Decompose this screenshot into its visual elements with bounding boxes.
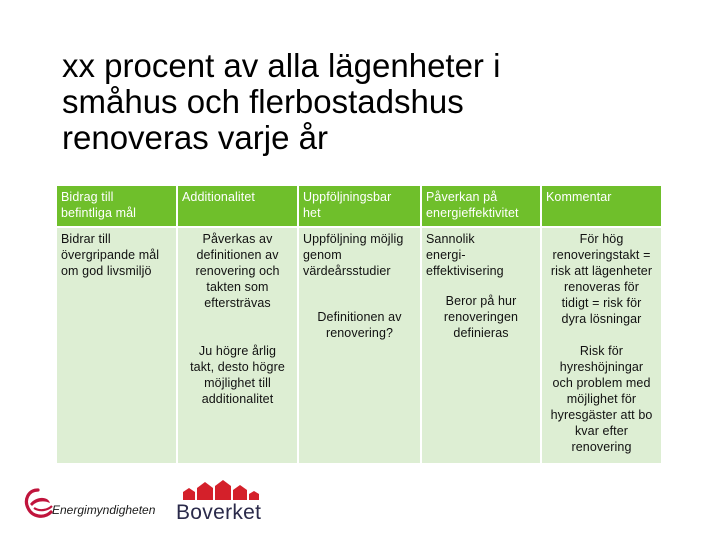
cell-text: övergripande mål xyxy=(61,248,160,262)
title-line: xx procent av alla lägenheter i xyxy=(62,47,501,84)
cell-additionalitet xyxy=(177,227,298,464)
header-row xyxy=(56,185,662,227)
cell-text: Påverkas av xyxy=(202,232,273,246)
cell-text: kvar efter xyxy=(574,424,629,438)
cell-text: takten som xyxy=(206,280,269,294)
cell-text: effektivisering xyxy=(426,264,504,278)
table-row xyxy=(56,227,662,464)
header-text: Additionalitet xyxy=(182,190,255,204)
cell-text: möjlighet för xyxy=(566,392,637,406)
cell-text: renovering och xyxy=(195,264,280,278)
header-text: Bidrag till xyxy=(61,190,114,204)
header-kommentar xyxy=(541,185,662,227)
cell-text: om god livsmiljö xyxy=(61,264,152,278)
cell-text: risk att lägenheter xyxy=(550,264,653,278)
cell-text: värdeårsstudier xyxy=(303,264,391,278)
cell-text: Uppföljning möjlig xyxy=(303,232,404,246)
page-title xyxy=(62,48,662,156)
cell-text: energi- xyxy=(426,248,466,262)
header-text: Uppföljningsbar xyxy=(303,190,392,204)
cell-text: För hög xyxy=(579,232,624,246)
cell-text: renovering xyxy=(571,440,632,454)
cell-text: hyreshöjningar xyxy=(559,360,644,374)
header-text: Påverkan på xyxy=(426,190,498,204)
cell-text: Ju högre årlig xyxy=(198,344,277,358)
cell-text: Sannolik xyxy=(426,232,475,246)
title-line: renoveras varje år xyxy=(62,119,328,156)
cell-paverkan xyxy=(421,227,541,464)
cell-text: definieras xyxy=(453,326,509,340)
cell-text: renoveras för xyxy=(564,280,639,294)
criteria-table xyxy=(55,184,663,465)
cell-text: möjlighet till xyxy=(204,376,271,390)
header-paverkan xyxy=(421,185,541,227)
cell-text: tidigt = risk för xyxy=(561,296,642,310)
header-text: het xyxy=(303,206,321,220)
cell-text: renoveringen xyxy=(443,310,519,324)
cell-text: additionalitet xyxy=(201,392,274,406)
cell-text: eftersträvas xyxy=(204,296,271,310)
cell-text: dyra lösningar xyxy=(561,312,642,326)
cell-text: Beror på hur xyxy=(445,294,517,308)
header-text: Kommentar xyxy=(546,190,612,204)
cell-text: Risk för xyxy=(579,344,624,358)
cell-text: Bidrar till xyxy=(61,232,111,246)
cell-text: definitionen av xyxy=(196,248,279,262)
cell-text: Definitionen av xyxy=(317,310,402,324)
cell-text: renoveringstakt = xyxy=(552,248,651,262)
cell-text: genom xyxy=(303,248,342,262)
header-uppfoljningsbarhet xyxy=(298,185,421,227)
boverket-text: Boverket xyxy=(176,501,262,524)
cell-kommentar xyxy=(541,227,662,464)
header-text: energieffektivitet xyxy=(426,206,519,220)
cell-text: renovering? xyxy=(325,326,394,340)
title-line: småhus och flerbostadshus xyxy=(62,83,464,120)
header-additionalitet xyxy=(177,185,298,227)
cell-bidrag xyxy=(56,227,177,464)
energimyndigheten-text: Energimyndigheten xyxy=(52,503,156,517)
cell-text: hyresgäster att bo xyxy=(550,408,653,422)
cell-uppfoljningsbarhet xyxy=(298,227,421,464)
header-bidrag xyxy=(56,185,177,227)
cell-text: och problem med xyxy=(552,376,651,390)
header-text: befintliga mål xyxy=(61,206,137,220)
cell-text: takt, desto högre xyxy=(190,360,285,374)
